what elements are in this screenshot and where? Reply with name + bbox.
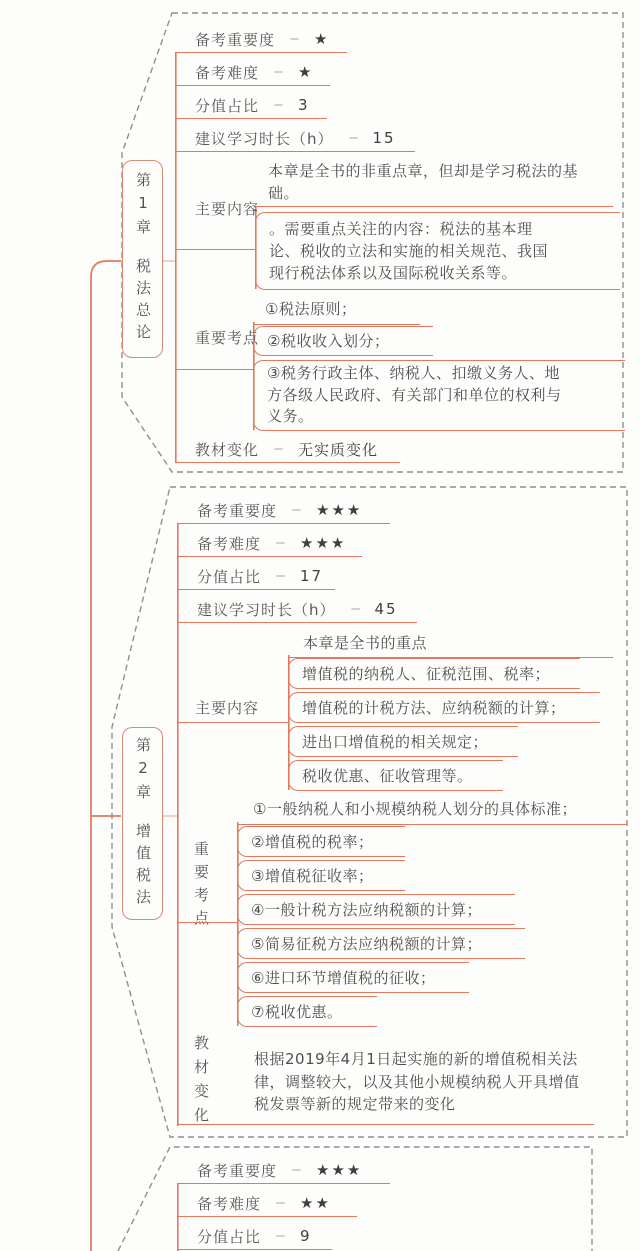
stat-row: [175, 125, 415, 152]
connector-dash: [276, 575, 285, 577]
topic-text: ⑤简易征税方法应纳税额的计算；: [251, 934, 482, 953]
key-points-underline: [177, 922, 238, 923]
chapter-1-node: [122, 160, 163, 358]
main-content-label: 主要内容: [195, 699, 260, 717]
main-content-underline: [175, 249, 256, 250]
topic-item-boxed: [237, 996, 377, 1027]
topic-item: [253, 297, 420, 325]
stat-row: [175, 92, 327, 119]
key-points-label: 重要考点: [195, 329, 260, 347]
spine-line: [91, 261, 121, 1251]
topic-text: ③税务行政主体、纳税人、扣缴义务人、地方各级人民政府、有关部门和单位的权利与义务。: [267, 364, 562, 426]
connector-dash: [276, 1202, 285, 1204]
topic-item: [237, 796, 627, 825]
stat-row: [177, 596, 417, 623]
topic-item-boxed: [288, 760, 503, 791]
topic-text: ③增值税征收率；: [251, 866, 374, 885]
stat-value: 9: [300, 1227, 312, 1245]
topic-text: ②税收收入划分；: [267, 332, 390, 350]
textbook-change-value: 无实质变化: [298, 440, 379, 459]
stat-label: 分值占比: [197, 567, 262, 586]
connector-dash: [274, 104, 283, 106]
topic-item-boxed: [253, 360, 625, 431]
topic-item-boxed: [253, 326, 433, 356]
chapter-2-node: [122, 727, 163, 920]
connector-dash: [274, 448, 283, 450]
chapter-1-node-title: 税法总论: [134, 258, 152, 346]
stat-value: 45: [374, 600, 398, 618]
stat-row: [175, 26, 347, 53]
stat-value: ★: [314, 30, 330, 48]
stat-row: [177, 1223, 332, 1250]
topic-text: 税收优惠、征收管理等。: [302, 766, 473, 785]
topic-text: 。需要重点关注的内容：税法的基本理论、税收的立法和实施的相关规范、我国现行税法体系以及国际税收关系等。: [269, 220, 549, 282]
stat-label: 备考难度: [195, 63, 260, 82]
chapter-2-node-title: 增值税法: [134, 822, 152, 911]
topic-item: [288, 630, 613, 658]
topic-item-boxed: [255, 212, 620, 290]
topic-text: 进出口增值税的相关规定；: [302, 732, 489, 751]
topic-item-boxed: [237, 860, 405, 891]
topic-text: ①一般纳税人和小规模纳税人划分的具体标准；: [253, 800, 577, 818]
stat-label: 分值占比: [195, 96, 260, 115]
topic-item-boxed: [288, 658, 580, 689]
topic-item-boxed: [237, 826, 405, 857]
stat-label: 备考难度: [197, 534, 262, 553]
textbook-change-row: [175, 436, 400, 463]
stat-label: 建议学习时长（h）: [197, 600, 336, 619]
connector-dash: [349, 137, 358, 139]
textbook-change-label: 教材变化: [194, 1034, 210, 1124]
stat-label: 建议学习时长（h）: [195, 129, 334, 148]
topic-text: ⑦税收优惠。: [251, 1002, 343, 1021]
key-points-label: 重要考点: [194, 840, 210, 927]
stat-value: 15: [372, 129, 396, 147]
stat-row: [177, 1157, 390, 1184]
main-content-label: 主要内容: [195, 200, 260, 218]
textbook-change-item: [177, 1048, 594, 1125]
stat-value: ★: [298, 63, 314, 81]
stat-row: [175, 59, 330, 86]
stat-label: 备考难度: [197, 1194, 262, 1213]
topic-text: 增值税的纳税人、征税范围、税率；: [302, 664, 551, 683]
topic-item: [255, 159, 613, 207]
connector-dash: [292, 1169, 301, 1171]
connector-dash: [290, 38, 299, 40]
topic-item-boxed: [288, 692, 600, 723]
topic-text: 本章是全书的非重点章，但却是学习税法的基础。: [268, 162, 579, 202]
stat-label: 备考重要度: [197, 1161, 278, 1180]
chapter-2-node-number: 第2章: [134, 736, 152, 806]
stat-value: ★★★: [316, 1161, 363, 1179]
key-points-underline: [175, 369, 254, 370]
stat-row: [177, 497, 390, 524]
topic-text: 增值税的计税方法、应纳税额的计算；: [302, 698, 566, 717]
topic-item-boxed: [237, 928, 525, 959]
connector-dash: [274, 71, 283, 73]
topic-text: 本章是全书的重点: [303, 634, 428, 652]
main-content-underline: [177, 722, 289, 723]
textbook-change-value: 根据2019年4月1日起实施的新的增值税相关法律，调整较大，以及其他小规模纳税人开具增值税发票等新的规定带来的变化: [254, 1050, 580, 1113]
stat-value: ★★★: [316, 501, 363, 519]
stat-value: 17: [300, 567, 324, 585]
chapter-1-node-number: 第1章: [134, 172, 152, 241]
connector-dash: [276, 542, 285, 544]
textbook-change-label: 教材变化: [195, 440, 260, 459]
stat-label: 备考重要度: [195, 30, 276, 49]
stat-value: 3: [298, 96, 310, 114]
connector-dash: [276, 1235, 285, 1237]
connector-dash: [292, 509, 301, 511]
topic-text: ⑥进口环节增值税的征收；: [251, 968, 436, 987]
topic-text: ①税法原则；: [265, 300, 357, 318]
stat-label: 备考重要度: [197, 501, 278, 520]
topic-text: ④一般计税方法应纳税额的计算；: [251, 900, 482, 919]
topic-item-boxed: [288, 726, 518, 757]
topic-text: ②增值税的税率；: [251, 832, 374, 851]
stat-value: ★★: [300, 1194, 331, 1212]
stat-label: 分值占比: [197, 1227, 262, 1246]
stat-row: [177, 1190, 357, 1217]
topic-item-boxed: [237, 962, 469, 993]
connector-dash: [351, 608, 360, 610]
stat-value: ★★★: [300, 534, 347, 552]
stat-row: [177, 530, 362, 557]
topic-item-boxed: [237, 894, 515, 925]
stat-row: [177, 563, 335, 590]
